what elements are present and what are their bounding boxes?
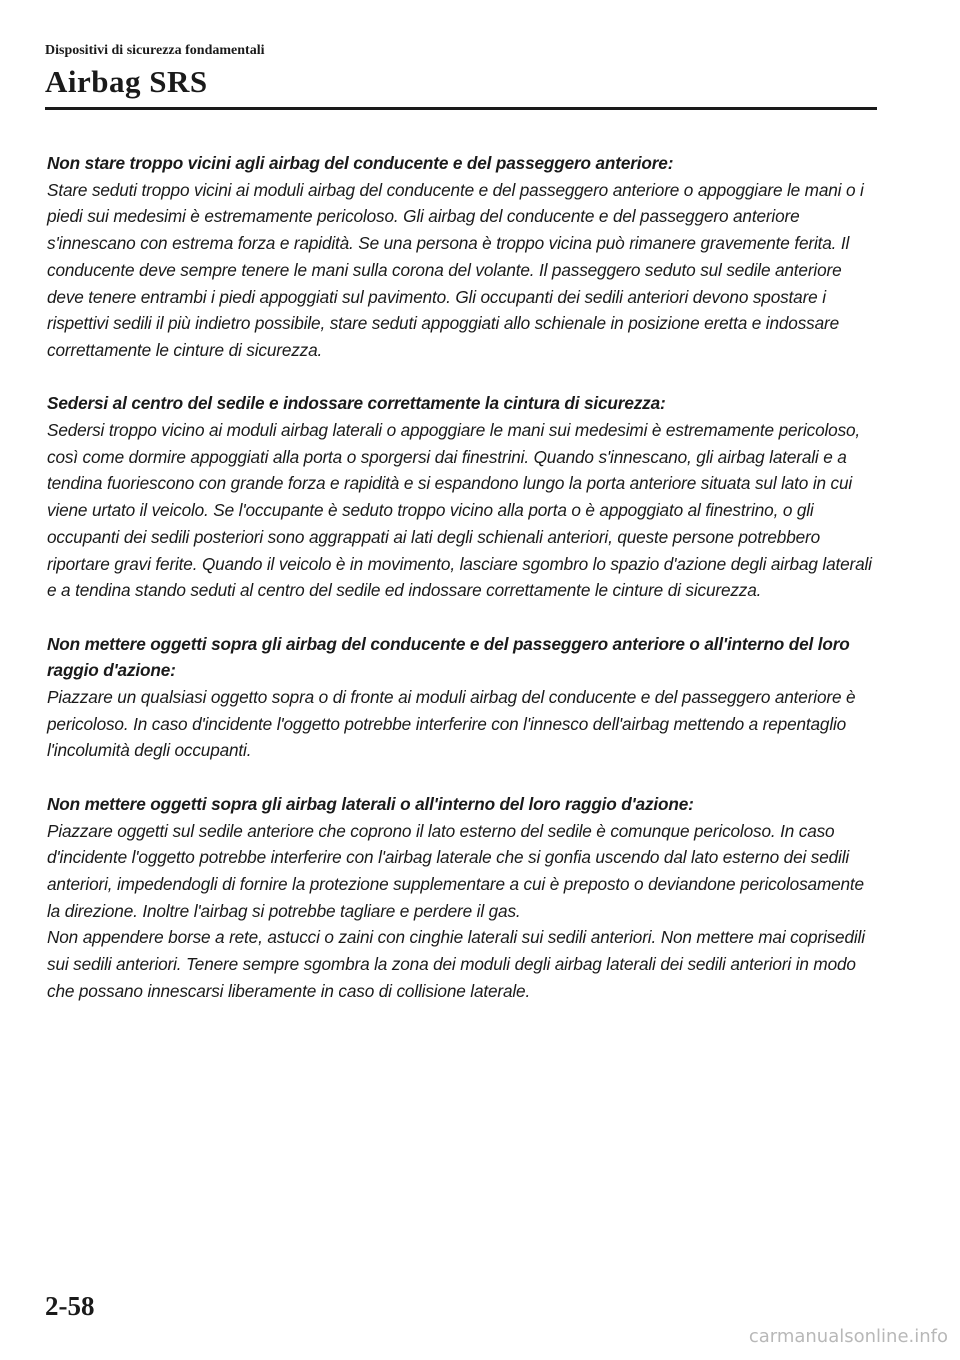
page-number: 2-58 <box>45 1291 95 1321</box>
block-body: Piazzare un qualsiasi oggetto sopra o di fronte ai moduli airbag del conducente e del passeggero anteriore è pericoloso. In caso d'incidente l'oggetto potrebbe interferire con l'innesco dell'airbag mettendo a repentaglio l'incolumità degli occupanti. <box>47 687 856 761</box>
block-body-continued: Non appendere borse a rete, astucci o zaini con cinghie laterali sui sedili anteriori. Non mettere mai coprisedili sui sedili anteriori. Tenere sempre sgombra la zona dei moduli degli airbag laterali dei sedili anteriori in modo che possano innescarsi liberamente in caso di collisione laterale. <box>47 927 865 1001</box>
page-title: Airbag SRS <box>45 64 208 99</box>
site-watermark: carmanualsonline.info <box>748 1326 948 1347</box>
block-body: Stare seduti troppo vicini ai moduli airbag del conducente e del passeggero anteriore o appoggiare le mani o i piedi sui medesimi è estremamente pericoloso. Gli airbag del conducente e del passeggero anteriore s'innescano con estrema forza e rapidità. Se una persona è troppo vicina può rimanere gravemente ferita. Il conducente deve sempre tenere le mani sulla corona del volante. Il passeggero seduto sul sedile anteriore deve tenere entrambi i piedi appoggiati sul pavimento. Gli occupanti dei sedili anteriori devono spostare i rispettivi sedili il più indietro possibile, stare seduti appoggiati allo schienale in posizione eretta e indossare correttamente le cinture di sicurezza. <box>47 179 864 360</box>
warning-block-objects-front-airbags <box>47 631 877 765</box>
block-body: Sedersi troppo vicino ai moduli airbag laterali o appoggiare le mani sui medesimi è estremamente pericoloso, così come dormire appoggiati alla porta o sporgersi dai finestrini. Quando s'innescano, gli airbag laterali e a tendina fuoriescono con grande forza e rapidità e si espandono lungo la porta anteriore situata sul lato in cui viene urtato il veicolo. Se l'occupante è seduto troppo vicino alla porta o è appoggiato al finestrino, o gli occupanti dei sedili posteriori sono aggrappati ai lati degli schienali anteriori, queste persone potrebbero riportare gravi ferite. Quando il veicolo è in movimento, lasciare sgombro lo spazio d'azione degli airbag laterali e a tendina stando seduti al centro del sedile ed indossare correttamente le cinture di sicurezza. <box>47 420 872 601</box>
block-body: Piazzare oggetti sul sedile anteriore che coprono il lato esterno del sedile è comunque pericoloso. In caso d'incidente l'oggetto potrebbe interferire con l'airbag laterale che si gonfia uscendo dal lato esterno dei sedili anteriori, impedendogli di fornire la protezione supplementare a cui è preposto o deviandone pericolosamente la direzione. Inoltre l'airbag si potrebbe tagliare e perdere il gas. <box>47 820 864 921</box>
warning-block-distance-front-airbags <box>47 150 877 364</box>
block-heading: Sedersi al centro del sedile e indossare correttamente la cintura di sicurezza: <box>47 393 666 414</box>
block-heading: Non mettere oggetti sopra gli airbag laterali o all'interno del loro raggio d'azione: <box>47 793 694 814</box>
page-header <box>45 42 877 100</box>
warning-block-objects-side-airbags <box>47 791 877 1005</box>
block-heading: Non stare troppo vicini agli airbag del conducente e del passeggero anteriore: <box>47 153 674 173</box>
block-heading: Non mettere oggetti sopra gli airbag del conducente e del passeggero anteriore o all'interno del loro raggio d'azione: <box>47 633 850 681</box>
section-label: Dispositivi di sicurezza fondamentali <box>45 43 265 58</box>
main-content <box>47 150 877 1031</box>
header-divider <box>45 107 877 110</box>
warning-block-seat-position <box>47 390 877 604</box>
